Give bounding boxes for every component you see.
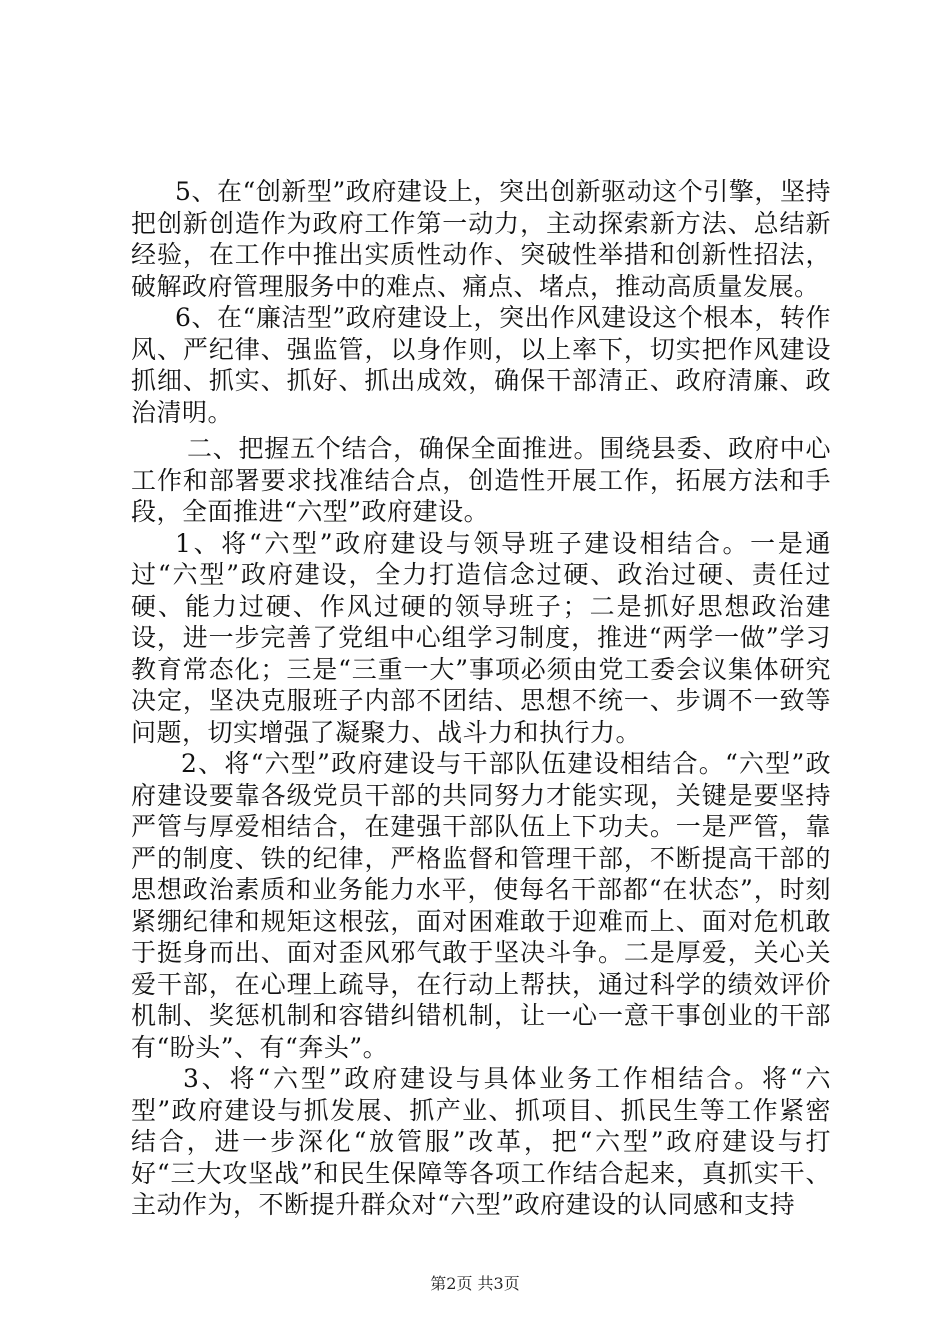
paragraph-leadership-team: 1、将“六型”政府建设与领导班子建设相结合。一是通过“六型”政府建设，全力打造信念过硬、政治过硬、责任过硬、能力过硬、作风过硬的领导班子；二是抓好思想政治建设，进一步完善了党组中心组学习制度，推进“两学一做”学习教育常态化；三是“三重一大”事项必须由党工委会议集体研究决定，坚决克服班子内部不团结、思想不统一、步调不一致等问题，切实增强了凝聚力、战斗力和执行力。 (131, 528, 831, 747)
paragraph-business-work: 3、将“六型”政府建设与具体业务工作相结合。将“六型”政府建设与抓发展、抓产业、抓项目、抓民生等工作紧密结合，进一步深化“放管服”改革，把“六型”政府建设与打好“三大攻坚战”和民生保障等各项工作结合起来，真抓实干、主动作为，不断提升群众对“六型”政府建设的认同感和支持 (131, 1064, 831, 1219)
document-body (131, 176, 831, 1221)
paragraph-five-combinations: 二、把握五个结合，确保全面推进。围绕县委、政府中心工作和部署要求找准结合点，创造性开展工作，拓展方法和手段，全面推进“六型”政府建设。 (131, 434, 831, 526)
paragraph-cadre-team: 2、将“六型”政府建设与干部队伍建设相结合。“六型”政府建设要靠各级党员干部的共同努力才能实现，关键是要坚持严管与厚爱相结合，在建强干部队伍上下功夫。一是严管，靠严的制度、铁的纪律，严格监督和管理干部，不断提高干部的思想政治素质和业务能力水平，使每名干部都“在状态”，时刻紧绷纪律和规矩这根弦，面对困难敢于迎难而上、面对危机敢于挺身而出、面对歪风邪气敢于坚决斗争。二是厚爱，关心关爱干部，在心理上疏导，在行动上帮扶，通过科学的绩效评价机制、奖惩机制和容错纠错机制，让一心一意干事创业的干部有“盼头”、有“奔头”。 (131, 749, 831, 1062)
paragraph-clean-government: 6、在“廉洁型”政府建设上，突出作风建设这个根本，转作风、严纪律、强监管，以身作则，以上率下，切实把作风建设抓细、抓实、抓好、抓出成效，确保干部清正、政府清廉、政治清明。 (131, 303, 831, 427)
paragraph-innovative-government: 5、在“创新型”政府建设上，突出创新驱动这个引擎，坚持把创新创造作为政府工作第一动力，主动探索新方法、总结新经验，在工作中推出实质性动作、突破性举措和创新性招法，破解政府管理服务中的难点、痛点、堵点，推动高质量发展。 (131, 177, 831, 301)
page-number-footer: 第2页 共3页 (430, 1274, 520, 1293)
